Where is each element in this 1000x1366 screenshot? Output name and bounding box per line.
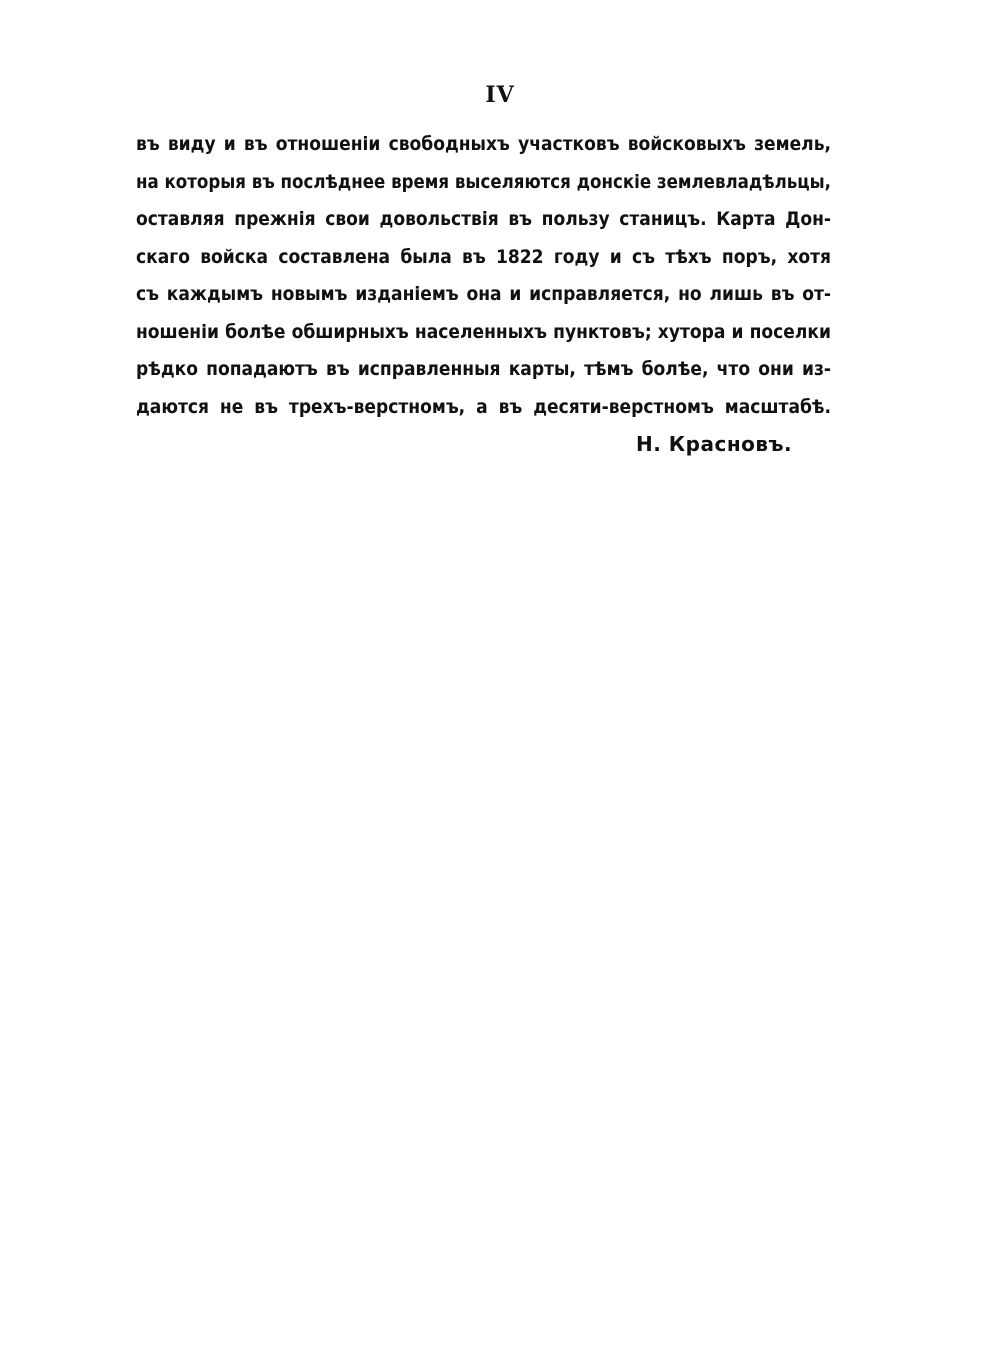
author-signature: Н. Красновъ. [636, 432, 793, 456]
text-line: съ каждымъ новымъ изданiемъ она и исправляется, но лишь въ от- [136, 283, 831, 305]
text-line: ношенiи болѣе обширныхъ населенныхъ пунктовъ; хутора и поселки [136, 320, 831, 343]
text-line: даются не въ трехъ-верстномъ, а въ десяти-верстномъ масштабѣ. [136, 395, 831, 418]
text-line: рѣдко попадаютъ въ исправленныя карты, тѣмъ болѣе, что они из- [136, 358, 831, 380]
page-number: IV [485, 82, 515, 108]
body-text [136, 126, 831, 426]
text-line: на которыя въ послѣднее время выселяются донскiе землевладѣльцы, [136, 170, 831, 193]
text-line: въ виду и въ отношенiи свободныхъ участковъ войсковыхъ земель, [136, 133, 831, 155]
text-line: оставляя прежнiя свои довольствiя въ пользу станицъ. Карта Дон- [136, 208, 831, 230]
text-line: скаго войска составлена была въ 1822 году и съ тѣхъ поръ, хотя [136, 245, 831, 268]
